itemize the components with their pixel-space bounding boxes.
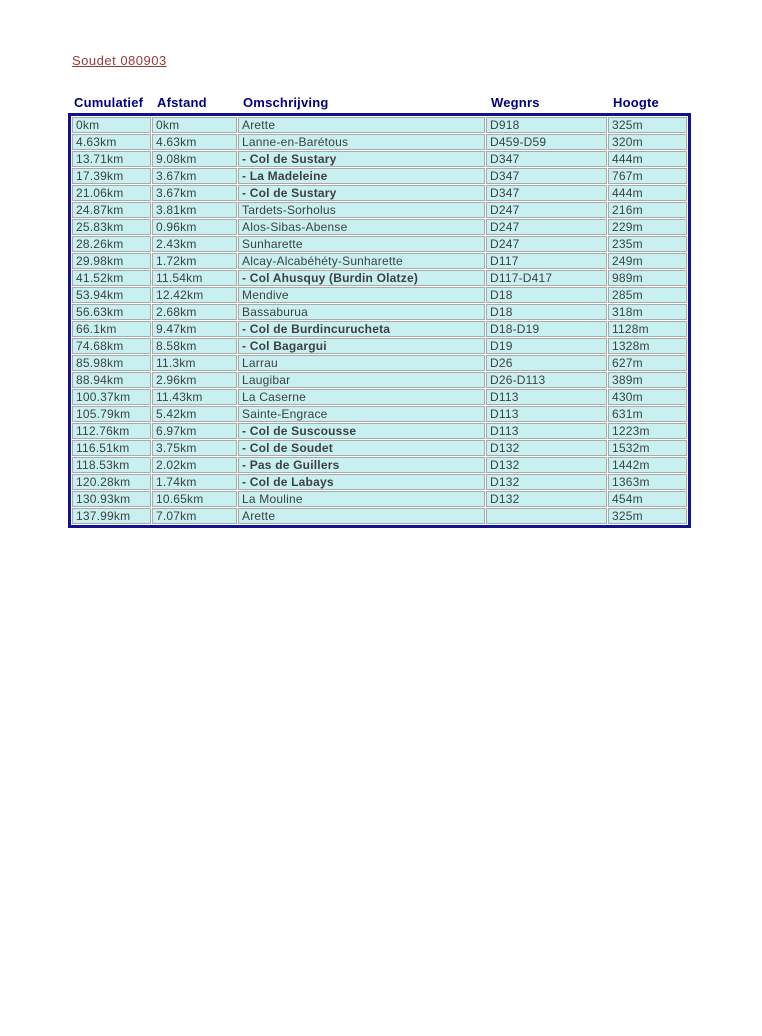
- cell-wegnrs: [486, 508, 607, 524]
- cell-hoogte: 229m: [608, 219, 687, 235]
- table-row: [72, 151, 687, 167]
- table-row: [72, 117, 687, 133]
- cell-wegnrs: D918: [486, 117, 607, 133]
- cell-cumulatief: 41.52km: [72, 270, 151, 286]
- cell-cumulatief: 88.94km: [72, 372, 151, 388]
- column-header-hoogte: Hoogte: [613, 95, 659, 110]
- cell-hoogte: 1128m: [608, 321, 687, 337]
- cell-cumulatief: 24.87km: [72, 202, 151, 218]
- route-table: [71, 116, 688, 525]
- table-row: [72, 219, 687, 235]
- cell-cumulatief: 28.26km: [72, 236, 151, 252]
- cell-omschrijving: - Col de Suscousse: [238, 423, 485, 439]
- cell-omschrijving: Laugibar: [238, 372, 485, 388]
- cell-omschrijving: - Col de Sustary: [238, 151, 485, 167]
- column-header-cumulatief: Cumulatief: [74, 95, 144, 110]
- cell-omschrijving: Sainte-Engrace: [238, 406, 485, 422]
- cell-hoogte: 1363m: [608, 474, 687, 490]
- cell-afstand: 8.58km: [152, 338, 237, 354]
- cell-wegnrs: D26-D113: [486, 372, 607, 388]
- cell-wegnrs: D247: [486, 236, 607, 252]
- cell-omschrijving: - Pas de Guillers: [238, 457, 485, 473]
- cell-afstand: 10.65km: [152, 491, 237, 507]
- cell-afstand: 9.47km: [152, 321, 237, 337]
- cell-omschrijving: La Mouline: [238, 491, 485, 507]
- cell-cumulatief: 112.76km: [72, 423, 151, 439]
- cell-hoogte: 1328m: [608, 338, 687, 354]
- cell-hoogte: 444m: [608, 151, 687, 167]
- cell-cumulatief: 116.51km: [72, 440, 151, 456]
- cell-cumulatief: 25.83km: [72, 219, 151, 235]
- cell-hoogte: 989m: [608, 270, 687, 286]
- table-row: [72, 253, 687, 269]
- cell-cumulatief: 13.71km: [72, 151, 151, 167]
- route-table-frame: [68, 113, 691, 528]
- cell-afstand: 2.43km: [152, 236, 237, 252]
- cell-cumulatief: 29.98km: [72, 253, 151, 269]
- cell-hoogte: 285m: [608, 287, 687, 303]
- table-row: [72, 304, 687, 320]
- cell-wegnrs: D117-D417: [486, 270, 607, 286]
- table-row: [72, 185, 687, 201]
- cell-omschrijving: Sunharette: [238, 236, 485, 252]
- cell-hoogte: 325m: [608, 117, 687, 133]
- cell-wegnrs: D247: [486, 219, 607, 235]
- cell-wegnrs: D18: [486, 287, 607, 303]
- table-row: [72, 423, 687, 439]
- cell-omschrijving: - Col de Soudet: [238, 440, 485, 456]
- cell-wegnrs: D19: [486, 338, 607, 354]
- cell-omschrijving: - Col de Labays: [238, 474, 485, 490]
- cell-hoogte: 454m: [608, 491, 687, 507]
- table-row: [72, 270, 687, 286]
- cell-omschrijving: Lanne-en-Barétous: [238, 134, 485, 150]
- cell-hoogte: 1442m: [608, 457, 687, 473]
- column-header-afstand: Afstand: [157, 95, 207, 110]
- cell-afstand: 11.3km: [152, 355, 237, 371]
- cell-afstand: 3.67km: [152, 185, 237, 201]
- cell-wegnrs: D347: [486, 151, 607, 167]
- cell-wegnrs: D26: [486, 355, 607, 371]
- cell-cumulatief: 130.93km: [72, 491, 151, 507]
- cell-omschrijving: Arette: [238, 508, 485, 524]
- table-row: [72, 168, 687, 184]
- cell-afstand: 0km: [152, 117, 237, 133]
- table-row: [72, 440, 687, 456]
- cell-wegnrs: D247: [486, 202, 607, 218]
- table-row: [72, 355, 687, 371]
- table-row: [72, 406, 687, 422]
- cell-afstand: 3.81km: [152, 202, 237, 218]
- cell-cumulatief: 85.98km: [72, 355, 151, 371]
- cell-cumulatief: 137.99km: [72, 508, 151, 524]
- cell-hoogte: 235m: [608, 236, 687, 252]
- cell-afstand: 2.68km: [152, 304, 237, 320]
- column-header-wegnrs: Wegnrs: [491, 95, 540, 110]
- cell-wegnrs: D113: [486, 406, 607, 422]
- cell-omschrijving: - Col de Burdincurucheta: [238, 321, 485, 337]
- cell-omschrijving: Tardets-Sorholus: [238, 202, 485, 218]
- cell-afstand: 7.07km: [152, 508, 237, 524]
- cell-cumulatief: 56.63km: [72, 304, 151, 320]
- column-header-omschrijving: Omschrijving: [243, 95, 329, 110]
- table-row: [72, 474, 687, 490]
- cell-wegnrs: D113: [486, 389, 607, 405]
- cell-afstand: 1.74km: [152, 474, 237, 490]
- cell-afstand: 11.43km: [152, 389, 237, 405]
- cell-hoogte: 1223m: [608, 423, 687, 439]
- cell-afstand: 9.08km: [152, 151, 237, 167]
- cell-afstand: 3.67km: [152, 168, 237, 184]
- cell-hoogte: 249m: [608, 253, 687, 269]
- table-row: [72, 338, 687, 354]
- cell-omschrijving: - Col Ahusquy (Burdin Olatze): [238, 270, 485, 286]
- cell-afstand: 1.72km: [152, 253, 237, 269]
- cell-hoogte: 767m: [608, 168, 687, 184]
- cell-hoogte: 325m: [608, 508, 687, 524]
- table-column-headers: [68, 95, 762, 110]
- cell-cumulatief: 17.39km: [72, 168, 151, 184]
- cell-wegnrs: D459-D59: [486, 134, 607, 150]
- table-row: [72, 491, 687, 507]
- cell-omschrijving: Bassaburua: [238, 304, 485, 320]
- cell-omschrijving: La Caserne: [238, 389, 485, 405]
- table-row: [72, 321, 687, 337]
- cell-wegnrs: D117: [486, 253, 607, 269]
- cell-cumulatief: 105.79km: [72, 406, 151, 422]
- table-row: [72, 202, 687, 218]
- cell-hoogte: 430m: [608, 389, 687, 405]
- cell-omschrijving: Arette: [238, 117, 485, 133]
- cell-hoogte: 631m: [608, 406, 687, 422]
- cell-wegnrs: D18: [486, 304, 607, 320]
- cell-omschrijving: Alcay-Alcabéhéty-Sunharette: [238, 253, 485, 269]
- cell-hoogte: 318m: [608, 304, 687, 320]
- cell-cumulatief: 21.06km: [72, 185, 151, 201]
- cell-omschrijving: Alos-Sibas-Abense: [238, 219, 485, 235]
- cell-afstand: 0.96km: [152, 219, 237, 235]
- cell-omschrijving: Larrau: [238, 355, 485, 371]
- cell-omschrijving: - La Madeleine: [238, 168, 485, 184]
- cell-afstand: 3.75km: [152, 440, 237, 456]
- table-row: [72, 236, 687, 252]
- table-row: [72, 457, 687, 473]
- table-row: [72, 508, 687, 524]
- cell-wegnrs: D113: [486, 423, 607, 439]
- cell-cumulatief: 74.68km: [72, 338, 151, 354]
- cell-afstand: 6.97km: [152, 423, 237, 439]
- cell-afstand: 11.54km: [152, 270, 237, 286]
- cell-omschrijving: - Col de Sustary: [238, 185, 485, 201]
- cell-hoogte: 1532m: [608, 440, 687, 456]
- cell-cumulatief: 4.63km: [72, 134, 151, 150]
- cell-hoogte: 389m: [608, 372, 687, 388]
- cell-wegnrs: D132: [486, 474, 607, 490]
- cell-hoogte: 320m: [608, 134, 687, 150]
- cell-omschrijving: - Col Bagargui: [238, 338, 485, 354]
- table-row: [72, 389, 687, 405]
- cell-afstand: 4.63km: [152, 134, 237, 150]
- cell-afstand: 5.42km: [152, 406, 237, 422]
- cell-afstand: 2.02km: [152, 457, 237, 473]
- table-row: [72, 134, 687, 150]
- cell-cumulatief: 118.53km: [72, 457, 151, 473]
- cell-wegnrs: D347: [486, 185, 607, 201]
- cell-hoogte: 627m: [608, 355, 687, 371]
- document-link[interactable]: Soudet 080903: [72, 53, 167, 68]
- cell-cumulatief: 66.1km: [72, 321, 151, 337]
- table-row: [72, 287, 687, 303]
- cell-wegnrs: D132: [486, 440, 607, 456]
- cell-wegnrs: D347: [486, 168, 607, 184]
- cell-hoogte: 444m: [608, 185, 687, 201]
- cell-hoogte: 216m: [608, 202, 687, 218]
- cell-cumulatief: 53.94km: [72, 287, 151, 303]
- cell-wegnrs: D132: [486, 457, 607, 473]
- cell-wegnrs: D18-D19: [486, 321, 607, 337]
- cell-wegnrs: D132: [486, 491, 607, 507]
- cell-afstand: 12.42km: [152, 287, 237, 303]
- cell-cumulatief: 120.28km: [72, 474, 151, 490]
- cell-afstand: 2.96km: [152, 372, 237, 388]
- table-row: [72, 372, 687, 388]
- cell-cumulatief: 100.37km: [72, 389, 151, 405]
- cell-cumulatief: 0km: [72, 117, 151, 133]
- cell-omschrijving: Mendive: [238, 287, 485, 303]
